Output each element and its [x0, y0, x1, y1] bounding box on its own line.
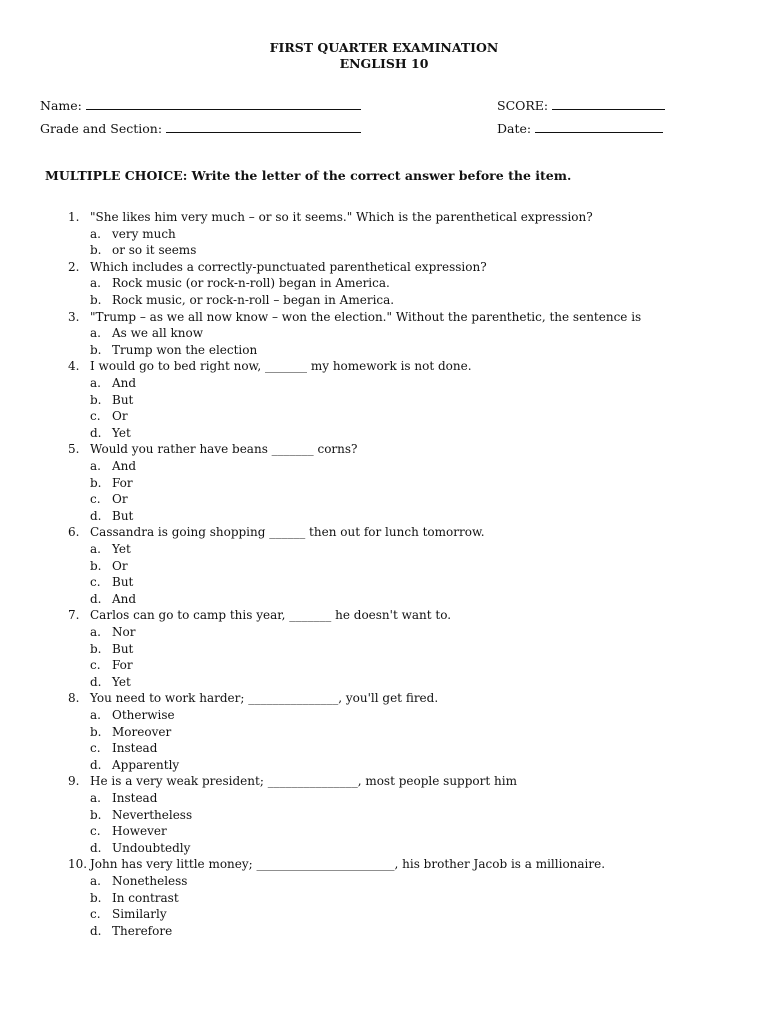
option-letter: b.	[90, 641, 102, 656]
option-text: Trump won the election	[112, 342, 258, 357]
date-line[interactable]	[535, 131, 663, 133]
question-number: 3.	[68, 309, 80, 324]
option-letter: c.	[90, 907, 101, 922]
option-letter: a.	[90, 625, 101, 639]
question-number: 7.	[68, 608, 80, 623]
option-text: or so it seems	[112, 243, 197, 258]
option-text: Nonetheless	[112, 874, 188, 888]
grade-section-label: Grade and Section:	[40, 121, 163, 136]
option-text: And	[112, 459, 137, 473]
name-label: Name:	[40, 98, 82, 113]
option-letter: d.	[90, 508, 102, 523]
question-number: 8.	[68, 691, 80, 706]
question-number: 6.	[68, 525, 80, 540]
option-text: Apparently	[112, 757, 180, 772]
date-field[interactable]	[497, 121, 663, 136]
option-text: As we all know	[112, 326, 203, 341]
option-letter: b.	[90, 342, 102, 357]
option-text: But	[112, 508, 134, 523]
option-text: And	[112, 591, 137, 606]
option-letter: b.	[90, 293, 102, 307]
option-text: But	[112, 575, 134, 590]
question-number: 5.	[68, 442, 80, 457]
option-letter: c.	[90, 409, 101, 424]
question-number: 9.	[68, 774, 80, 789]
option-letter: a.	[90, 708, 101, 722]
option-text: Otherwise	[112, 708, 175, 722]
question-text: "She likes him very much – or so it seems." Which is the parenthetical expression?	[90, 210, 593, 224]
score-line[interactable]	[552, 108, 665, 110]
question-text: You need to work harder; _______________, you'll get fired.	[90, 691, 439, 706]
option-letter: a.	[90, 459, 101, 473]
option-letter: b.	[90, 724, 102, 739]
option-text: Rock music, or rock-n-roll – began in America.	[112, 293, 395, 307]
option-letter: d.	[90, 840, 102, 855]
option-text: But	[112, 392, 134, 407]
option-letter: a.	[90, 542, 101, 556]
question-text: Carlos can go to camp this year, _______ he doesn't want to.	[90, 608, 452, 623]
option-text: And	[112, 376, 137, 390]
option-text: However	[112, 824, 167, 839]
option-text: Undoubtedly	[112, 840, 191, 855]
question-number: 2.	[68, 259, 80, 274]
question-text: "Trump – as we all now know – won the election." Without the parenthetic, the sentence is	[90, 309, 642, 324]
question-number: 4.	[68, 359, 80, 374]
instructions	[45, 168, 571, 183]
option-text: For	[112, 658, 133, 673]
option-text: Or	[112, 492, 128, 507]
name-field[interactable]	[40, 98, 361, 113]
exam-subtitle: ENGLISH 10	[339, 56, 429, 71]
option-letter: d.	[90, 923, 102, 938]
question-text: He is a very weak president; _______________, most people support him	[90, 774, 517, 789]
option-text: very much	[112, 226, 176, 241]
option-text: Nevertheless	[112, 807, 193, 822]
question-text: John has very little money; _______________________, his brother Jacob is a millionaire.	[90, 857, 606, 872]
option-text: Yet	[112, 542, 131, 556]
question-number: 10.	[68, 857, 88, 872]
option-letter: b.	[90, 807, 102, 822]
option-letter: d.	[90, 591, 102, 606]
instructions-label: MULTIPLE CHOICE:	[45, 168, 188, 183]
option-letter: a.	[90, 226, 101, 241]
option-text: Moreover	[112, 724, 172, 739]
option-letter: a.	[90, 874, 101, 888]
option-text: Nor	[112, 625, 136, 639]
option-text: For	[112, 475, 133, 490]
score-field[interactable]	[497, 98, 665, 113]
exam-title: FIRST QUARTER EXAMINATION	[269, 40, 499, 55]
option-letter: c.	[90, 492, 101, 507]
grade-section-field[interactable]	[40, 121, 361, 136]
option-text: Yet	[112, 425, 131, 440]
option-letter: d.	[90, 674, 102, 689]
option-text: Or	[112, 409, 128, 424]
option-letter: c.	[90, 824, 101, 839]
option-text: Or	[112, 558, 128, 573]
option-letter: a.	[90, 376, 101, 390]
option-text: In contrast	[112, 890, 179, 905]
option-letter: b.	[90, 243, 102, 258]
option-letter: d.	[90, 425, 102, 440]
option-letter: b.	[90, 392, 102, 407]
option-letter: d.	[90, 757, 102, 772]
question-text: I would go to bed right now, _______ my homework is not done.	[90, 359, 472, 374]
score-label: SCORE:	[497, 98, 549, 113]
option-letter: b.	[90, 558, 102, 573]
option-text: Rock music (or rock-n-roll) began in America.	[112, 276, 390, 291]
option-text: Yet	[112, 674, 131, 689]
option-text: Therefore	[112, 923, 173, 938]
option-letter: b.	[90, 890, 102, 905]
option-text: Similarly	[112, 907, 167, 922]
option-letter: b.	[90, 475, 102, 490]
option-text: But	[112, 641, 134, 656]
option-text: Instead	[112, 741, 158, 756]
instructions-text: Write the letter of the correct answer before the item.	[187, 168, 572, 183]
question-text: Cassandra is going shopping ______ then out for lunch tomorrow.	[90, 525, 485, 540]
option-letter: c.	[90, 658, 101, 673]
option-letter: a.	[90, 326, 101, 341]
question-text: Would you rather have beans _______ corns?	[90, 442, 358, 457]
option-letter: a.	[90, 791, 101, 805]
option-text: Instead	[112, 791, 158, 805]
question-number: 1.	[68, 210, 80, 224]
option-letter: c.	[90, 575, 101, 590]
option-letter: a.	[90, 276, 101, 291]
date-label: Date:	[497, 121, 532, 136]
grade-section-line[interactable]	[166, 131, 361, 133]
option-letter: c.	[90, 741, 101, 756]
question-text: Which includes a correctly-punctuated parenthetical expression?	[90, 259, 487, 274]
name-line[interactable]	[86, 108, 361, 110]
